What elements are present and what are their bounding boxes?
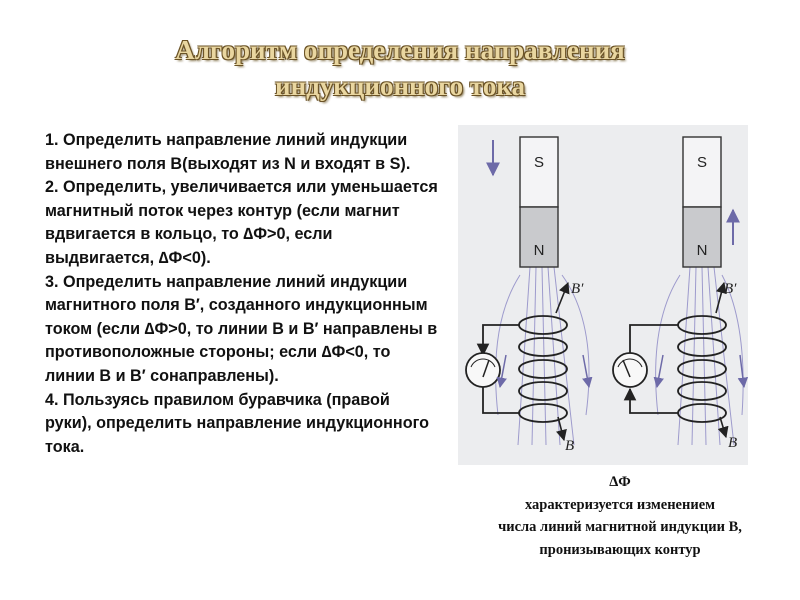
- left-setup: [466, 137, 589, 454]
- left-wire-top: [483, 325, 519, 355]
- step-1: 1. Определить направление линий индукции внешнего поля В(выходят из N и входят в S).: [45, 131, 411, 173]
- right-magnet-s-label: S: [696, 154, 708, 171]
- right-magnet-n-label: N: [696, 242, 708, 259]
- algorithm-steps: [45, 129, 440, 459]
- caption-line-2: характеризуется изменением: [524, 496, 716, 513]
- caption-line-4: пронизывающих контур: [539, 541, 701, 558]
- induction-diagram: [458, 125, 748, 465]
- right-wire-bottom: [630, 389, 678, 413]
- left-induced-field-label: B′: [571, 281, 584, 297]
- slide-title-line-2: индукционного тока: [275, 71, 525, 101]
- left-magnet-south-pole: [520, 137, 558, 207]
- left-magnet-n-label: N: [533, 242, 545, 259]
- caption-line-3: числа линий магнитной индукции В,: [498, 519, 742, 535]
- right-induced-field-label: B′: [724, 281, 737, 297]
- right-wire-top: [630, 325, 678, 353]
- left-galvanometer: [466, 353, 500, 387]
- induction-figure: [458, 125, 748, 465]
- right-field-arrow-1: [657, 355, 663, 387]
- left-external-field-label: B: [565, 438, 575, 454]
- left-field-arrow-1: [500, 355, 506, 387]
- slide-title-line-1: Алгоритм определения направления: [175, 35, 625, 65]
- slide-title: [0, 32, 800, 104]
- right-galvanometer: [613, 353, 647, 387]
- caption-line-1: ∆Ф: [609, 474, 631, 490]
- step-2: 2. Определить, увеличивается или уменьшается магнитный поток через контур (если магнит вдвигается в кольцо, то ∆Ф>0, если выдвигается, ∆Ф<0).: [45, 178, 438, 267]
- left-wire-bottom: [483, 387, 519, 413]
- right-setup: [613, 137, 744, 451]
- right-coil: [678, 316, 726, 422]
- right-external-field-label: B: [728, 435, 738, 451]
- left-magnet-s-label: S: [533, 154, 545, 171]
- right-magnet-south-pole: [683, 137, 721, 207]
- step-4: 4. Пользуясь правилом буравчика (правой руки), определить направление индукционного тока.: [45, 390, 430, 456]
- step-3: 3. Определить направление линий индукции магнитного поля В′, созданного индукционным током (если ∆Ф>0, то линии В и В′ направлены в противоположные стороны; если ∆Ф<0, то линии В и В′ сонаправлены).: [45, 272, 438, 385]
- left-field-arrow-2: [583, 355, 589, 387]
- figure-caption: [440, 471, 800, 561]
- right-external-field-arrow: [720, 417, 726, 437]
